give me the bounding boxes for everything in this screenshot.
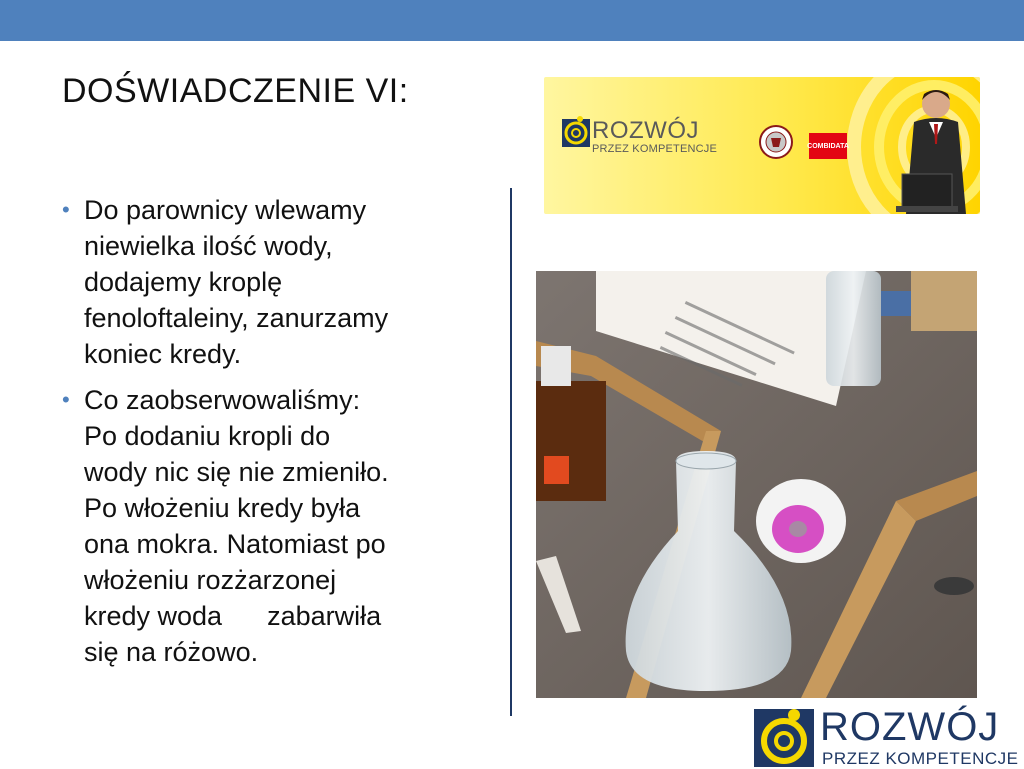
person-with-laptop-image bbox=[874, 82, 974, 214]
experiment-photo bbox=[536, 271, 977, 698]
bullet-line: ona mokra. Natomiast po bbox=[84, 529, 386, 559]
bullet-line: fenoloftaleiny, zanurzamy bbox=[84, 303, 389, 333]
bullet-item bbox=[60, 192, 480, 372]
banner-logo-subtitle: PRZEZ KOMPETENCJE bbox=[592, 143, 718, 155]
bullet-line: się na różowo. bbox=[84, 637, 259, 667]
bullet-line: Po włożeniu kredy była bbox=[84, 493, 361, 523]
bullet-item bbox=[60, 382, 480, 670]
university-seal-icon bbox=[759, 125, 793, 159]
bullet-line: • Do parownicy wlewamy bbox=[84, 195, 367, 225]
bullet-line: niewielka ilość wody, bbox=[84, 231, 333, 261]
slide-title: DOŚWIADCZENIE VI: bbox=[62, 72, 409, 110]
combidata-logo: COMBIDATA bbox=[809, 133, 847, 159]
bullet-line: koniec kredy. bbox=[84, 339, 242, 369]
footer-logo bbox=[754, 705, 1020, 768]
bullet-line: dodajemy kroplę bbox=[84, 267, 283, 297]
top-accent-bar bbox=[0, 0, 1024, 41]
vertical-divider bbox=[510, 188, 512, 716]
rozwoj-logo-icon bbox=[754, 705, 816, 767]
footer-logo-text: ROZWÓJ bbox=[820, 705, 1000, 749]
project-banner bbox=[544, 77, 980, 214]
rozwoj-logo-icon bbox=[562, 115, 590, 149]
bullet-line: Po dodaniu kropli do bbox=[84, 421, 331, 451]
bullet-line: włożeniu rozżarzonej bbox=[84, 565, 337, 595]
footer-logo-subtitle: PRZEZ KOMPETENCJE bbox=[822, 749, 1019, 768]
bullet-line: kredy woda zabarwiła bbox=[84, 601, 382, 631]
bullet-line: wody nic się nie zmieniło. bbox=[84, 457, 389, 487]
bullet-line: • Co zaobserwowaliśmy: bbox=[84, 385, 361, 415]
banner-logo-text: ROZWÓJ bbox=[592, 117, 699, 144]
bullet-list bbox=[60, 192, 480, 680]
